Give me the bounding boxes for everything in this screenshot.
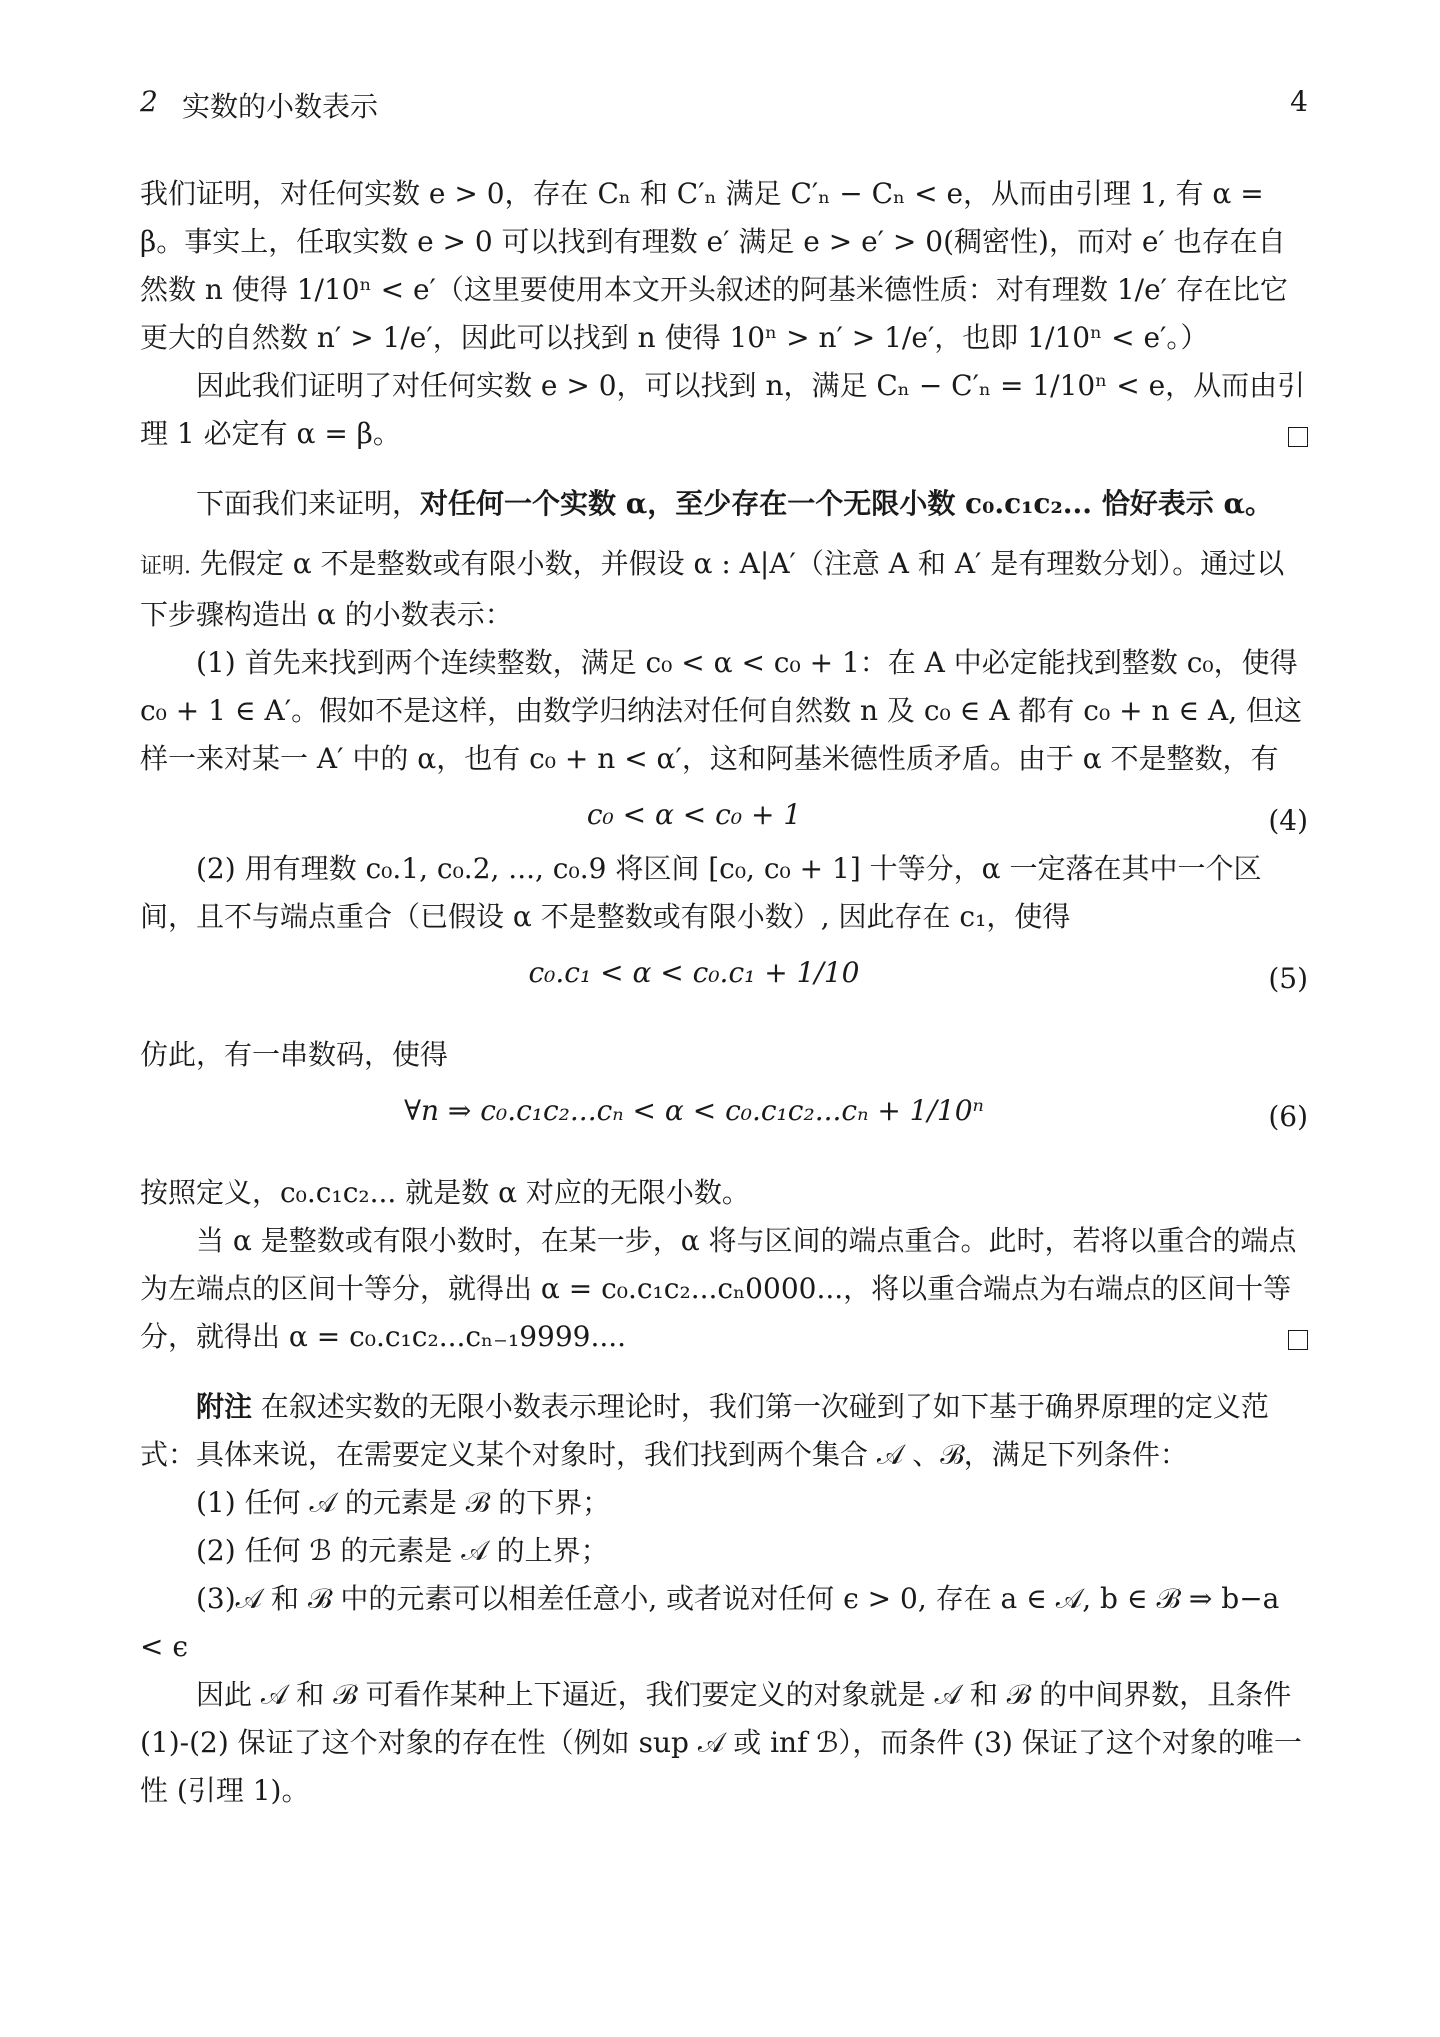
remark-conditions <box>140 1479 1308 1671</box>
proof2-definition: 按照定义，c₀.c₁c₂... 就是数 α 对应的无限小数。 <box>140 1176 750 1209</box>
proof1-paragraph-2 <box>140 362 1308 458</box>
equation-4-number: (4) <box>1268 804 1308 837</box>
remark-condition-2: (2) 任何 ℬ 的元素是 𝒜 的上界； <box>196 1534 609 1567</box>
equation-5-number: (5) <box>1268 962 1308 995</box>
section-number: 2 <box>140 85 158 118</box>
qed-symbol <box>1232 414 1308 462</box>
equation-6-number: (6) <box>1268 1100 1308 1133</box>
equation-4-body: c₀ < α < c₀ + 1 <box>586 798 802 831</box>
page-body <box>140 170 1308 1815</box>
remark-paragraph <box>140 1383 1308 1479</box>
proof1-paragraph-1: 我们证明，对任何实数 e > 0，存在 Cₙ 和 C′ₙ 满足 C′ₙ − Cₙ < e，从而由引理 1, 有 α = β。事实上，任取实数 e > 0 可以找到有理数 e′ 满足 e > e′ > 0(稠密性)，而对 e′ 也存在自然数 n 使得 1/10ⁿ < e′（这里要使用本文开头叙述的阿基米德性质：对有理数 1/e′ 存在比它更大的自然数 n′ > 1/e′，因此可以找到 n 使得 10ⁿ > n′ > 1/e′，也即 1/10ⁿ < e′。） <box>140 177 1288 354</box>
proof2-step-1: (1) 首先来找到两个连续整数，满足 c₀ < α < c₀ + 1：在 A 中必定能找到整数 c₀，使得 c₀ + 1 ∈ A′。假如不是这样，由数学归纳法对任何自然数 n 及 c₀ ∈ A 都有 c₀ + n ∈ A, 但这样一来对某一 A′ 中的 α，也有 c₀ + n < α′，这和阿基米德性质矛盾。由于 α 不是整数，有 <box>140 646 1303 775</box>
proof2-intro-text: 先假定 α 不是整数或有限小数，并假设 α : A|A′（注意 A 和 A′ 是有理数分划）。通过以下步骤构造出 α 的小数表示： <box>140 547 1285 631</box>
equation-4 <box>140 783 1308 845</box>
proof-label: 证明. <box>140 554 191 579</box>
proof2-step-2: (2) 用有理数 c₀.1, c₀.2, ..., c₀.9 将区间 [c₀, c₀ + 1] 十等分，α 一定落在其中一个区间，且不与端点重合（已假设 α 不是整数或有限小数）, 因此存在 c₁，使得 <box>140 852 1262 933</box>
proof1-paragraph-2-text: 因此我们证明了对任何实数 e > 0，可以找到 n，满足 Cₙ − C′ₙ = 1/10ⁿ < e，从而由引理 1 必定有 α = β。 <box>140 369 1306 450</box>
claim-statement: 对任何一个实数 α，至少存在一个无限小数 c₀.c₁c₂... 恰好表示 α。 <box>420 487 1274 520</box>
qed-symbol-2 <box>1232 1317 1308 1365</box>
equation-6 <box>140 1079 1308 1169</box>
remark-condition-3: (3)𝒜 和 ℬ 中的元素可以相差任意小, 或者说对任何 ϵ > 0, 存在 a ∈ 𝒜, b ∈ ℬ ⇒ b−a < ϵ <box>140 1582 1280 1663</box>
proof2-case <box>140 1217 1308 1361</box>
equation-5-body: c₀.c₁ < α < c₀.c₁ + 1/10 <box>528 956 860 989</box>
remark-conclusion: 因此 𝒜 和 ℬ 可看作某种上下逼近，我们要定义的对象就是 𝒜 和 ℬ 的中间界数，且条件 (1)-(2) 保证了这个对象的存在性（例如 sup 𝒜 或 inf ℬ），而条件 (3) 保证了这个对象的唯一性 (引理 1)。 <box>140 1678 1302 1807</box>
section-title: 实数的小数表示 <box>182 90 379 123</box>
page-number: 4 <box>1290 85 1308 118</box>
page-header <box>140 85 1308 125</box>
proof2-then: 仿此，有一串数码，使得 <box>140 1038 449 1071</box>
equation-5 <box>140 941 1308 1031</box>
claim-lead: 下面我们来证明， <box>196 487 421 520</box>
remark-text: 在叙述实数的无限小数表示理论时，我们第一次碰到了如下基于确界原理的定义范式：具体来说，在需要定义某个对象时，我们找到两个集合 𝒜 、ℬ，满足下列条件： <box>140 1390 1269 1471</box>
proof2-intro <box>140 540 1308 639</box>
claim-paragraph <box>140 480 1308 528</box>
equation-6-body: ∀n ⇒ c₀.c₁c₂...cₙ < α < c₀.c₁c₂...cₙ + 1/10ⁿ <box>404 1094 984 1127</box>
proof2-case-text: 当 α 是整数或有限小数时，在某一步，α 将与区间的端点重合。此时，若将以重合的端点为左端点的区间十等分，就得出 α = c₀.c₁c₂...cₙ0000...，将以重合端点为右端点的区间十等分，就得出 α = c₀.c₁c₂...cₙ₋₁9999.... <box>140 1224 1297 1353</box>
remark-condition-1: (1) 任何 𝒜 的元素是 ℬ 的下界； <box>196 1486 611 1519</box>
remark-label: 附注 <box>196 1390 253 1423</box>
